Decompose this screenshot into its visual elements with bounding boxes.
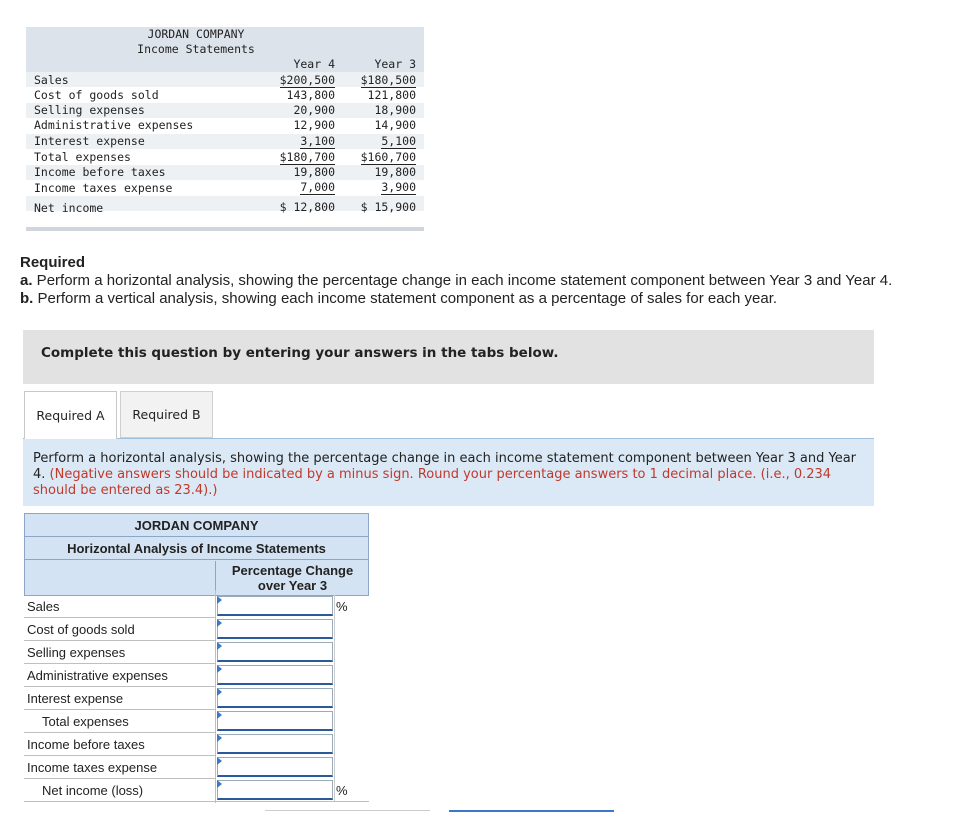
stmt-y4-total: $180,700: [279, 150, 335, 164]
row-label-total-expenses: Total expenses: [42, 714, 129, 729]
row-label-ibt: Income before taxes: [27, 737, 145, 752]
stmt-label-sales: Sales: [34, 73, 69, 87]
unit-cell: [334, 756, 369, 779]
stmt-label-total: Total expenses: [34, 150, 131, 164]
stmt-y3-sales: $180,500: [360, 73, 416, 87]
table-row: [24, 595, 369, 618]
stmt-y3-interest: 5,100: [381, 134, 416, 148]
stmt-label-net: Net income: [34, 201, 104, 215]
nav-button-edge[interactable]: [449, 810, 614, 812]
required-a: [20, 272, 950, 290]
table-row: [24, 779, 369, 802]
statement-title: Income Statements: [137, 42, 255, 56]
percent-sign: %: [336, 599, 348, 614]
input-marker-icon: [217, 780, 222, 788]
stmt-y3-total: $160,700: [360, 150, 416, 164]
unit-cell: [334, 710, 369, 733]
table-row: [24, 710, 369, 733]
row-label-selling: Selling expenses: [27, 645, 126, 660]
unit-cell: [334, 641, 369, 664]
unit-cell: [334, 687, 369, 710]
sales-pct-input[interactable]: [217, 596, 333, 616]
unit-cell: [334, 664, 369, 687]
table-title: Horizontal Analysis of Income Statements: [67, 541, 326, 556]
unit-cell: [334, 618, 369, 641]
income-statement: [26, 27, 424, 231]
stmt-y4-selling: 20,900: [293, 103, 335, 117]
tax-pct-input[interactable]: [217, 757, 333, 777]
year3-header: Year 3: [374, 57, 416, 71]
table-bottom-rule: [24, 801, 369, 802]
banner-text: Complete this question by entering your answers in the tabs below.: [41, 345, 559, 361]
required-b-text: Perform a vertical analysis, showing each income statement component as a percentage of sales for each year.: [33, 290, 778, 307]
table-company: JORDAN COMPANY: [134, 518, 259, 533]
row-label-cogs: Cost of goods sold: [27, 622, 135, 637]
stmt-y3-tax: 3,900: [381, 180, 416, 194]
required-a-text: Perform a horizontal analysis, showing the percentage change in each income statement component between Year 3 and Year 4.: [32, 272, 893, 289]
row-label-sales: Sales: [27, 599, 60, 614]
stmt-y4-tax: 7,000: [300, 180, 335, 194]
stmt-y3-selling: 18,900: [374, 103, 416, 117]
stmt-label-admin: Administrative expenses: [34, 118, 194, 132]
instructions-banner: [23, 330, 874, 384]
input-marker-icon: [217, 665, 222, 673]
stmt-y3-net: $ 15,900: [360, 200, 416, 214]
statement-bottom-rule: [26, 227, 424, 231]
input-marker-icon: [217, 642, 222, 650]
stmt-label-ibt: Income before taxes: [34, 165, 166, 179]
tab-required-b[interactable]: Required B: [120, 391, 213, 438]
admin-pct-input[interactable]: [217, 665, 333, 685]
stmt-y4-sales: $200,500: [279, 73, 335, 87]
total-expenses-pct-input[interactable]: [217, 711, 333, 731]
column-header-line1: Percentage Change: [231, 563, 354, 578]
instruction-main: Perform a horizontal analysis, showing the percentage change in each income statement component between Year 3 and Year 4.: [33, 451, 857, 482]
input-marker-icon: [217, 734, 222, 742]
required-section: [20, 254, 950, 308]
unit-cell: [334, 733, 369, 756]
table-row: [24, 733, 369, 756]
input-marker-icon: [217, 688, 222, 696]
required-title: Required: [20, 254, 86, 271]
row-label-interest: Interest expense: [27, 691, 124, 706]
ibt-pct-input[interactable]: [217, 734, 333, 754]
stmt-y3-ibt: 19,800: [374, 165, 416, 179]
input-marker-icon: [217, 711, 222, 719]
tab-required-a[interactable]: Required A: [24, 391, 117, 439]
selling-pct-input[interactable]: [217, 642, 333, 662]
stmt-label-tax: Income taxes expense: [34, 181, 173, 195]
stmt-y3-cogs: 121,800: [367, 88, 416, 102]
required-b: [20, 290, 950, 308]
table-row: [24, 756, 369, 779]
input-marker-icon: [217, 757, 222, 765]
nav-divider: [265, 810, 430, 811]
table-row: [24, 687, 369, 710]
net-income-pct-input[interactable]: [217, 780, 333, 800]
table-row: [24, 641, 369, 664]
year4-header: Year 4: [293, 57, 335, 71]
stmt-y4-ibt: 19,800: [293, 165, 335, 179]
horizontal-analysis-table: [24, 513, 369, 803]
input-marker-icon: [217, 619, 222, 627]
instruction-note: (Negative answers should be indicated by a minus sign. Round your percentage answers to 1 decimal place. (i.e., 0.234 should be entered as 23.4).): [33, 467, 832, 498]
stmt-y4-admin: 12,900: [293, 118, 335, 132]
required-b-prefix: b.: [20, 290, 34, 307]
input-marker-icon: [217, 596, 222, 604]
tab-instruction: [23, 438, 874, 506]
table-row: [24, 618, 369, 641]
stmt-y4-interest: 3,100: [300, 134, 335, 148]
stmt-label-selling: Selling expenses: [34, 103, 145, 117]
table-row: [24, 664, 369, 687]
row-label-admin: Administrative expenses: [27, 668, 168, 683]
stmt-y4-net: $ 12,800: [279, 200, 335, 214]
stmt-y4-cogs: 143,800: [286, 88, 335, 102]
stmt-y3-admin: 14,900: [374, 118, 416, 132]
stmt-label-cogs: Cost of goods sold: [34, 88, 159, 102]
statement-company: JORDAN COMPANY: [147, 27, 245, 41]
row-label-net-income: Net income (loss): [42, 783, 144, 798]
cogs-pct-input[interactable]: [217, 619, 333, 639]
column-header-line2: over Year 3: [257, 578, 328, 593]
required-a-prefix: a.: [20, 272, 33, 289]
row-label-tax: Income taxes expense: [27, 760, 158, 775]
stmt-label-interest: Interest expense: [34, 134, 145, 148]
interest-pct-input[interactable]: [217, 688, 333, 708]
percent-sign: %: [336, 783, 348, 798]
